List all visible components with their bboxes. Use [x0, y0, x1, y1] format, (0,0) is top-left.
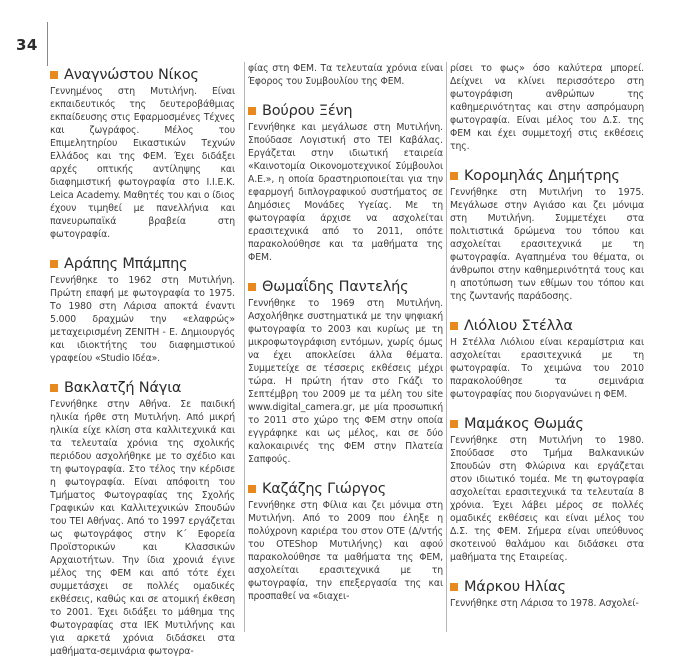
bio-name [450, 415, 644, 433]
bio-name [450, 167, 644, 185]
bio-name-text: Βακλατζή Νάγια [64, 380, 182, 396]
bio-text: Γεννήθηκε στη Μυτιλήνη το 1975. Μεγάλωσε στην Αγιάσο και ζει μόνιμα στη Μυτιλήνη. Συμμετέχει στα πολιτιστικά δρώμενα του τόπου και ασχολείται ερασιτεχνικά με τη φωτογραφία. Αγαπημένα του θέματα, οι άνθρωποι στην καθημερινότητά τους και η αποτύπωση των εθίμων του τόπου και της ζωντανής παράδοσης. [450, 187, 644, 302]
bio-name [248, 278, 443, 296]
bullet-square-icon [248, 485, 256, 493]
bio-continuation: ρίσει το φως» όσο καλύτερα μπορεί. Δείχνει να κλίνει περισσότερο στη φωτογράφιση ανθρώπων της καθημερινότητας και στην ασπρόμαυρη φωτογραφία. Είναι μέλος του Δ.Σ. της ΦΕΜ και έχει συμμετοχή στις εκθέσεις της. [450, 63, 644, 152]
bio-name [450, 578, 644, 596]
bio-name-text: Μάρκου Ηλίας [464, 579, 566, 595]
bio-name-text: Κορομηλάς Δημήτρης [464, 168, 620, 184]
bio-name [50, 255, 235, 273]
bullet-square-icon [450, 420, 458, 428]
bio-name-text: Λιόλιου Στέλλα [464, 318, 573, 334]
bio-text: Γεννήθηκε το 1969 στη Μυτιλήνη. Ασχολήθηκε συστηματικά με την ψηφιακή φωτογραφία το 2003 και κυρίως με τη μικροφωτογράφιση εντόμων, χωρίς όμως να έχει αποκλείσει άλλα θέματα. Συμμετείχε σε τέσσερις εκθέσεις μέχρι τώρα. Η πρώτη ήταν στο Γκάζι το Σεπτέμβρη του 2009 με τα μέλη του site www.digital_camera.gr, με μία προσωπική το 2011 στο χώρο της ΦΕΜ στην οποία εγγράφηκε και ως μέλος, και σε δύο καλοκαιρινές της ΦΕΜ στην Πλατεία Σαπφούς. [248, 298, 443, 465]
bullet-square-icon [50, 71, 58, 79]
column-divider [244, 62, 245, 632]
bio-text: Γεννήθηκε και μεγάλωσε στη Μυτιλήνη. Σπούδασε Λογιστική στο ΤΕΙ Καβάλας. Εργάζεται στην ιδιωτική εταιρεία «Καινοτομία Οικονομοτεχνικοί Σύμβουλοι Α.Ε.», η οποία δραστηριοποιείται για την εφαρμογή διπλογραφικού συστήματος σε Δημόσιες Μονάδες Υγείας. Με τη φωτογραφία άρχισε να ασχολείται ερασιτεχνικά από το 2011, οπότε παρακολούθησε και τα μαθήματα της ΦΕΜ. [248, 122, 443, 263]
bio-text: Γεννήθηκε στη Φίλια και ζει μόνιμα στη Μυτιλήνη. Από το 2009 που έληξε η πολύχρονη καριέρα του στον ΟΤΕ (Δ/ντής του OTEShop Μυτιλήνης) και αφού παρακολούθησε τα μαθήματα της ΦΕΜ, ασχολείται ερασιτεχνικά με τη φωτογραφία, την επεξεργασία της και προσπαθεί να «διαχει- [248, 500, 443, 602]
bio-text: Γεννήθηκε στη Μυτιλήνη το 1980. Σπούδασε στο Τμήμα Βαλκανικών Σπουδών στη Φλώρινα και εργάζεται στον ιδιωτικό τομέα. Με τη φωτογραφία ασχολείται ερασιτεχνικά τα τελευταία 8 χρόνια. Έχει λάβει μέρος σε πολλές ομαδικές εκθέσεις και είναι μέλος του Δ.Σ. της ΦΕΜ. Σήμερα είναι υπεύθυνος σκοτεινού θαλάμου και διδάσκει στα μαθήματα της Εταιρείας. [450, 435, 644, 563]
bio-name [50, 66, 235, 84]
bio-name [248, 480, 443, 498]
bio-entry [50, 379, 235, 658]
bio-name [248, 102, 443, 120]
bio-entry [50, 66, 235, 241]
page-number-rule [47, 22, 48, 66]
column-3 [450, 62, 644, 624]
bio-text: Γεννημένος στη Μυτιλήνη. Είναι εκπαιδευτικός της δευτεροβάθμιας εκπαίδευσης στις Εφαρμοσμένες Τέχνες και ζωγράφος. Μέλος του Επιμελητηρίου Εικαστικών Τεχνών Ελλάδος και της ΦΕΜ. Έχει διδάξει αρχές οπτικής αντίληψης και διαφημιστική φωτογραφία στο Ι.Ι.Ε.Κ. Leica Academy. Μαθητές του και ο ίδιος έχουν τιμηθεί με πανελλήνια και πανευρωπαϊκά βραβεία στη φωτογραφία. [50, 86, 235, 240]
bullet-square-icon [450, 172, 458, 180]
bio-name-text: Θωμαΐδης Παντελής [262, 279, 409, 295]
bio-entry [248, 102, 443, 264]
bio-continuation: φίας στη ΦΕΜ. Τα τελευταία χρόνια είναι Έφορος του Συμβουλίου της ΦΕΜ. [248, 63, 443, 87]
bio-entry [450, 167, 644, 303]
bio-name-text: Αναγνώστου Νίκος [64, 67, 199, 83]
column-divider [446, 62, 447, 632]
bio-name [450, 317, 644, 335]
bio-entry [50, 255, 235, 365]
page-number: 34 [16, 36, 38, 54]
bullet-square-icon [450, 583, 458, 591]
bio-text: Γεννήθηκε στη Λάρισα το 1978. Ασχολεί- [450, 598, 639, 609]
column-2 [248, 62, 443, 617]
bio-entry [248, 480, 443, 603]
bio-name-text: Καζάζης Γιώργος [262, 481, 387, 497]
bullet-square-icon [248, 283, 256, 291]
bullet-square-icon [450, 322, 458, 330]
bio-entry [450, 578, 644, 610]
bio-name-text: Βούρου Ξένη [262, 103, 353, 119]
bullet-square-icon [50, 260, 58, 268]
bio-name-text: Μαμάκος Θωμάς [464, 416, 584, 432]
bio-text: Γεννήθηκε το 1962 στη Μυτιλήνη. Πρώτη επαφή με φωτογραφία το 1975. Το 1980 στη Λάρισα αποκτά έναντι 5.000 δραχμών την «ελαφρώς» μεταχειρισμένη ZENITH - E. Δημιουργός και ιδιοκτήτης του διαφημιστικού γραφείου «Studio Ιδέα». [50, 275, 235, 364]
bio-entry [450, 317, 644, 401]
bio-text: Γεννήθηκε στην Αθήνα. Σε παιδική ηλικία ήρθε στη Μυτιλήνη. Από μικρή ηλικία είχε κλίση στα καλλιτεχνικά και τα τελευταία χρόνια της σχολικής περιόδου ασχολήθηκε με το σχέδιο και τη φωτογραφία. Στο τέλος την κέρδισε η φωτογραφία. Είναι απόφοιτη του Τμήματος Φωτογραφίας της Σχολής Γραφικών και Καλλιτεχνικών Σπουδών του ΤΕΙ Αθήνας. Από το 1997 εργάζεται ως φωτογράφος στην Κ΄ Εφορεία Προϊστορικών και Κλασσικών Αρχαιοτήτων. Την ίδια χρονιά έγινε μέλος της ΦΕΜ και από τότε έχει συμμετάσχει σε πολλές ομαδικές εκθέσεις, καθώς και σε ατομική έκθεση το 2001. Έχει διδάξει το μάθημα της Φωτογραφίας στα ΙΕΚ Μυτιλήνης και για αρκετά χρόνια διδάσκει στα μαθήματα-σεμινάρια φωτογρα- [50, 399, 235, 657]
bio-text: Η Στέλλα Λιόλιου είναι κεραμίστρια και ασχολείται ερασιτεχνικά με τη φωτογραφία. Το χειμώνα του 2010 παρακολούθησε τα σεμινάρια φωτογραφίας που διοργανώνει η ΦΕΜ. [450, 337, 644, 400]
bio-entry [248, 278, 443, 466]
bullet-square-icon [50, 384, 58, 392]
column-1 [50, 66, 235, 672]
bio-entry [450, 415, 644, 564]
bullet-square-icon [248, 107, 256, 115]
bio-name [50, 379, 235, 397]
bio-name-text: Αράπης Μπάμπης [64, 256, 188, 272]
